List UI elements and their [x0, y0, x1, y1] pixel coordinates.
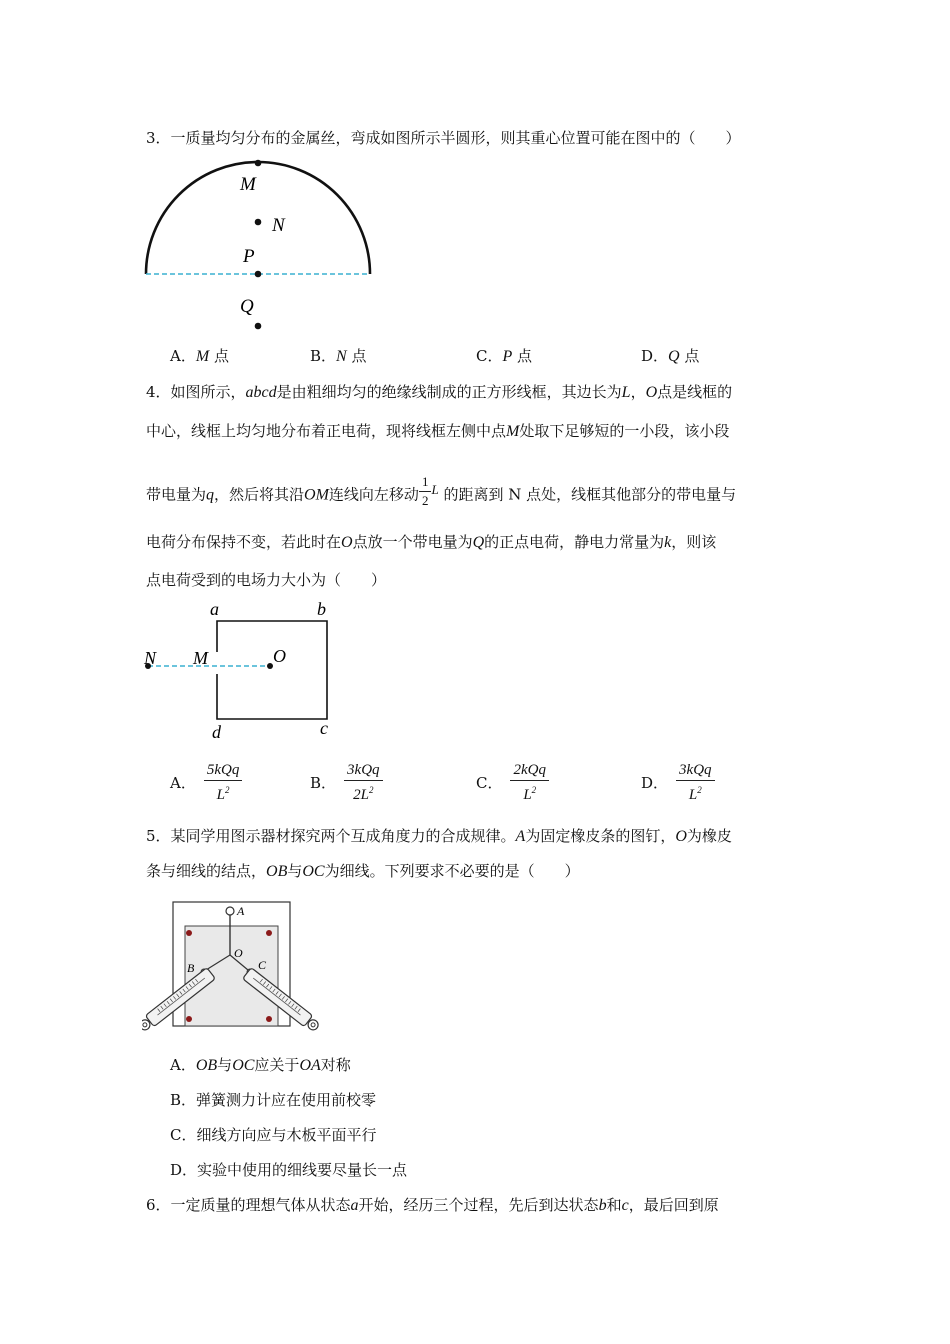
label-A: A — [237, 904, 245, 918]
q3-stem: 3．一质量均匀分布的金属丝，弯成如图所示半圆形，则其重心位置可能在图中的（ ） — [146, 129, 741, 147]
label-P: P — [243, 246, 255, 267]
label-Q: Q — [240, 296, 254, 317]
q4-square-frame-figure — [140, 596, 340, 746]
point-Q — [255, 323, 262, 330]
q3-option-b[interactable]: B．N 点 — [310, 347, 367, 365]
q5-force-experiment-figure — [142, 898, 327, 1036]
pin — [186, 1016, 192, 1022]
thumbtack-A — [226, 907, 234, 915]
label-M: M — [193, 648, 208, 668]
label-N: N — [272, 215, 285, 236]
q4-option-c[interactable]: C． $\frac{\text{2kQq}}{L^2}$ — [476, 762, 549, 804]
q4-stem-line-3: 带电量为q，然后将其沿OM连线向左移动 $\frac{1}{2}$ L 的距离到 N 点处，线框其他部分的带电量与 — [146, 474, 737, 508]
q4-option-a[interactable]: A． $\frac{\text{5kQq}}{L^2}$ — [170, 762, 242, 804]
q5-option-d[interactable]: D．实验中使用的细线要尽量长一点 — [170, 1161, 408, 1179]
q3-semicircle-figure — [140, 155, 380, 340]
pin — [186, 930, 192, 936]
q4-stem-line-2: 中心，线框上均匀地分布着正电荷，现将线框左侧中点M处取下足够短的一小段，该小段 — [146, 422, 730, 440]
point-P — [255, 271, 262, 278]
q3-option-c[interactable]: C．P 点 — [476, 347, 533, 365]
label-M: M — [240, 174, 256, 195]
label-O: O — [234, 946, 243, 960]
point-M — [255, 160, 262, 167]
q5-option-b[interactable]: B．弹簧测力计应在使用前校零 — [170, 1091, 377, 1109]
q4-option-b[interactable]: B． $\frac{\text{3kQq}}{2L^2}$ — [310, 762, 383, 804]
q5-option-a[interactable]: A．OB与OC应关于OA对称 — [170, 1056, 351, 1074]
pin — [266, 1016, 272, 1022]
q4-stem-line-5: 点电荷受到的电场力大小为（ ） — [146, 571, 387, 589]
fraction-one-half: $\frac{1}{2}$ — [419, 473, 432, 510]
q4-stem-line-1: 4．如图所示，abcd是由粗细均匀的绝缘线制成的正方形线框，其边长为L，O点是线框的 — [146, 383, 733, 401]
label-O: O — [273, 646, 286, 666]
label-a: a — [210, 599, 219, 619]
q4-stem-line-4: 电荷分布保持不变，若此时在O点放一个带电量为Q的正点电荷，静电力常量为k，则该 — [146, 533, 717, 551]
q5-stem-line-2: 条与细线的结点，OB与OC为细线。下列要求不必要的是（ ） — [146, 862, 580, 880]
label-N: N — [144, 648, 157, 668]
label-b: b — [317, 599, 326, 619]
semicircle-wire — [146, 162, 370, 274]
q5-option-c[interactable]: C．细线方向应与木板平面平行 — [170, 1126, 377, 1144]
q6-stem-line-1: 6．一定质量的理想气体从状态a开始，经历三个过程，先后到达状态b和c，最后回到原 — [146, 1196, 719, 1214]
label-c: c — [320, 718, 328, 738]
q5-stem-line-1: 5．某同学用图示器材探究两个互成角度力的合成规律。A为固定橡皮条的图钉，O为橡皮 — [146, 827, 732, 845]
label-B: B — [187, 961, 195, 975]
pin — [266, 930, 272, 936]
label-d: d — [212, 722, 221, 742]
q3-option-d[interactable]: D．Q 点 — [641, 347, 700, 365]
square-frame — [217, 621, 327, 719]
q4-option-d[interactable]: D． $\frac{\text{3kQq}}{L^2}$ — [641, 762, 715, 804]
q3-option-a[interactable]: A．M 点 — [170, 347, 229, 365]
point-N — [255, 219, 262, 226]
label-C: C — [258, 958, 267, 972]
